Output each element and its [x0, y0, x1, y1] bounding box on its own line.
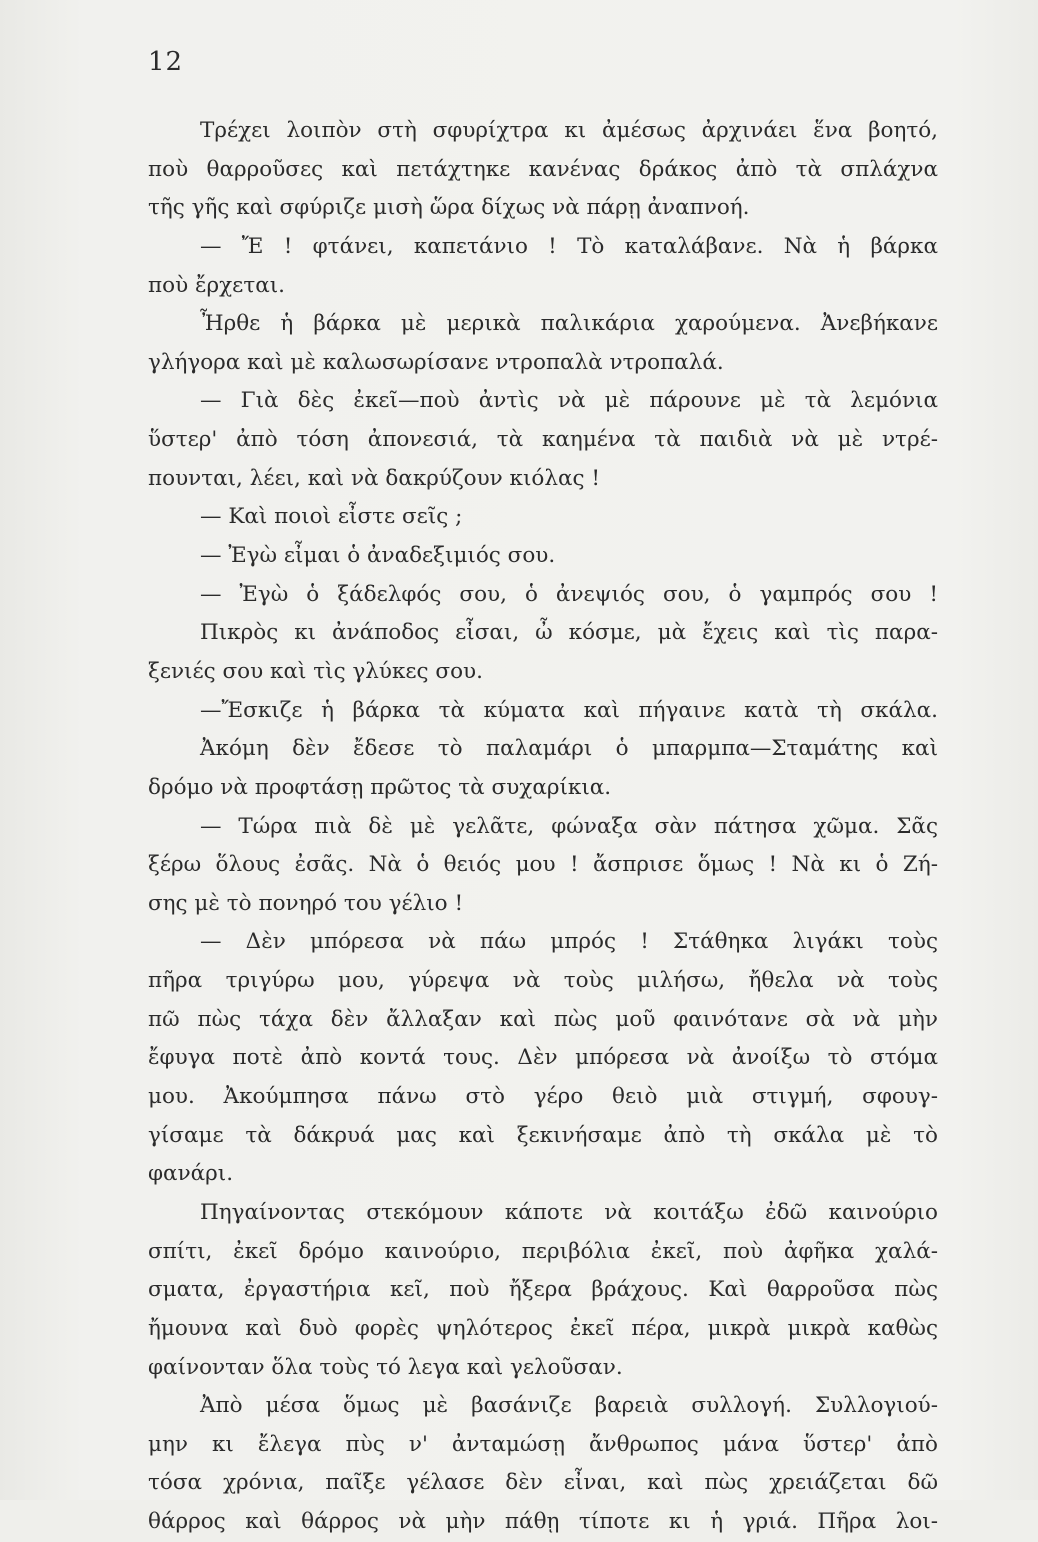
text-line: Ἀκόμη δὲν ἔδεσε τὸ παλαμάρι ὁ μπαρμπα—Σταμάτης καὶ	[200, 736, 938, 762]
text-line: τῆς γῆς καὶ σφύριζε μισὴ ὥρα δίχως νὰ πάρῃ ἀναπνοή.	[148, 195, 750, 221]
text-line: Ἀπὸ μέσα ὅμως μὲ βασάνιζε βαρειὰ συλλογή. Συλλογιού-	[200, 1393, 938, 1419]
text-line: σματα, ἐργαστήρια κεῖ, ποὺ ἤξερα βράχους. Καὶ θαρροῦσα πὼς	[148, 1277, 938, 1303]
text-line: —Ἔσκιζε ἡ βάρκα τὰ κύματα καὶ πήγαινε κατὰ τὴ σκάλα.	[200, 697, 938, 723]
text-line: γίσαμε τὰ δάκρυά μας καὶ ξεκινήσαμε ἀπὸ τὴ σκάλα μὲ τὸ	[148, 1122, 938, 1148]
text-line: πουνται, λέει, καὶ νὰ δακρύζουν κιόλας !	[148, 465, 601, 491]
text-line: ποὺ ἔρχεται.	[148, 272, 285, 298]
text-line: Ἦρθε ἡ βάρκα μὲ μερικὰ παλικάρια χαρούμενα. Ἀνεβήκανε	[200, 311, 938, 337]
body-text	[148, 112, 938, 1542]
text-line: ἤμουνα καὶ δυὸ φορὲς ψηλότερος ἐκεῖ πέρα, μικρὰ μικρὰ καθὼς	[148, 1315, 938, 1341]
text-line: Τρέχει λοιπὸν στὴ σφυρίχτρα κι ἀμέσως ἀρχινάει ἕνα βοητό,	[200, 118, 938, 143]
text-line: Πικρὸς κι ἀνάποδος εἶσαι, ὦ κόσμε, μὰ ἔχεις καὶ τὶς παρα-	[200, 620, 938, 646]
text-line: τόσα χρόνια, παῖξε γέλασε δὲν εἶναι, καὶ πὼς χρειάζεται δῶ	[148, 1470, 938, 1496]
text-line: σπίτι, ἐκεῖ δρόμο καινούριο, περιβόλια ἐκεῖ, ποὺ ἀφῆκα χαλά-	[148, 1238, 938, 1264]
page-number: 12	[148, 47, 184, 77]
text-line: — Γιὰ δὲς ἐκεῖ—ποὺ ἀντὶς νὰ μὲ πάρουνε μὲ τὰ λεμόνια	[200, 388, 938, 414]
text-line: φανάρι.	[148, 1161, 234, 1187]
text-line: — Ἐγὼ εἶμαι ὁ ἀναδεξιμιός σου.	[200, 543, 556, 569]
text-line: φαίνονταν ὅλα τοὺς τό λεγα καὶ γελοῦσαν.	[148, 1354, 623, 1380]
text-line: ἔφυγα ποτὲ ἀπὸ κοντά τους. Δὲν μπόρεσα νὰ ἀνοίξω τὸ στόμα	[148, 1045, 938, 1071]
text-line: ὕστερ' ἀπὸ τόση ἀπονεσιά, τὰ καημένα τὰ παιδιὰ νὰ μὲ ντρέ-	[148, 427, 938, 453]
text-line: ποὺ θαρροῦσες καὶ πετάχτηκε κανένας δράκος ἀπὸ τὰ σπλάχνα	[148, 156, 938, 182]
text-line: δρόμο νὰ προφτάσῃ πρῶτος τὰ συχαρίκια.	[148, 774, 612, 800]
text-line: γλήγορα καὶ μὲ καλωσωρίσανε ντροπαλὰ ντροπαλά.	[148, 349, 724, 375]
text-line: σης μὲ τὸ πονηρό του γέλιο !	[148, 890, 464, 916]
text-line: μου. Ἀκούμπησα πάνω στὸ γέρο θειὸ μιὰ στιγμή, σφουγ-	[148, 1084, 938, 1110]
text-line: πῶ πὼς τάχα δὲν ἄλλαξαν καὶ πὼς μοῦ φαινότανε σὰ νὰ μὴν	[148, 1006, 938, 1032]
text-line: θάρρος καὶ θάρρος νὰ μὴν πάθῃ τίποτε κι ἡ γριά. Πῆρα λοι-	[148, 1509, 938, 1535]
text-line: — Τώρα πιὰ δὲ μὲ γελᾶτε, φώναξα σὰν πάτησα χῶμα. Σᾶς	[200, 813, 938, 839]
text-line: — Ἐγὼ ὁ ξάδελφός σου, ὁ ἀνεψιός σου, ὁ γαμπρός σου !	[200, 581, 938, 607]
text-line: — Ἔ ! φτάνει, καπετάνιο ! Τὸ κaταλάβανε. Νὰ ἡ βάρκα	[200, 233, 938, 259]
text-line: πῆρα τριγύρω μου, γύρεψα νὰ τοὺς μιλήσω, ἤθελα νὰ τοὺς	[148, 968, 938, 994]
text-line: μην κι ἔλεγα πὺς ν' ἀνταμώσῃ ἄνθρωπος μάνα ὕστερ' ἀπὸ	[148, 1431, 938, 1457]
text-line: — Καὶ ποιοὶ εἶστε σεῖς ;	[200, 504, 463, 530]
text-line: — Δὲν μπόρεσα νὰ πάω μπρός ! Στάθηκα λιγάκι τοὺς	[200, 929, 938, 955]
text-line: Πηγαίνοντας στεκόμουν κάποτε νὰ κοιτάξω ἐδῶ καινούριο	[200, 1199, 938, 1225]
text-line: ξέρω ὅλους ἐσᾶς. Νὰ ὁ θειός μου ! ἄσπρισε ὅμως ! Νὰ κι ὁ Ζή-	[148, 852, 938, 878]
text-line: ξενιές σου καὶ τὶς γλύκες σου.	[148, 658, 483, 684]
